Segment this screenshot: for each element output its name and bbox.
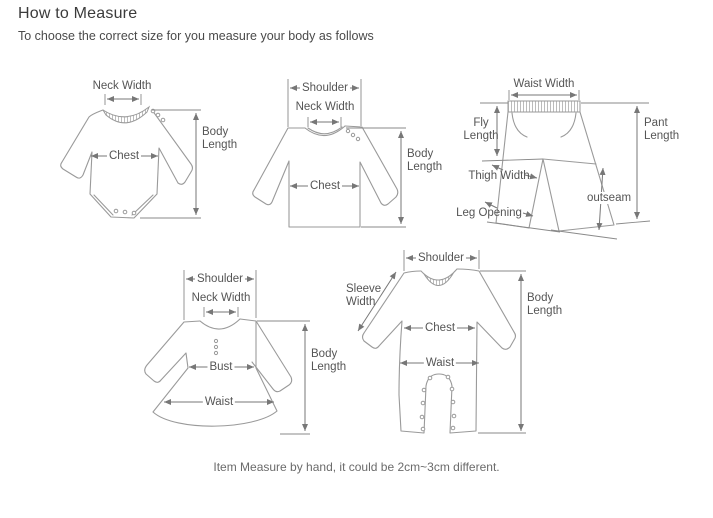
- romper-snap: [446, 375, 450, 379]
- page-title: How to Measure: [18, 5, 138, 22]
- label-dress-shoulder: Shoulder: [196, 273, 244, 285]
- romper-snap: [420, 415, 424, 419]
- label-pants-pant-length: Pant Length: [644, 117, 680, 142]
- dress-neckline: [200, 319, 240, 329]
- label-pants-fly-length: Fly Length: [463, 117, 499, 142]
- label-pants-outseam: outseam: [586, 192, 632, 204]
- label-dress-bust: Bust: [209, 361, 233, 373]
- label-bodysuit-neck-width: Neck Width: [92, 80, 152, 92]
- dress-placket-button: [214, 339, 217, 342]
- measure-disclaimer-note: Item Measure by hand, it could be 2cm~3cm different.: [213, 460, 500, 474]
- romper-snap: [452, 414, 456, 418]
- bodysuit-collar-rib: [103, 107, 149, 123]
- label-shirt-neck-width: Neck Width: [295, 101, 355, 113]
- bodysuit-shoulder-snap: [156, 113, 160, 117]
- dress-placket-button: [214, 351, 217, 354]
- label-shirt-chest: Chest: [309, 180, 341, 192]
- label-romper-sleeve-width: Sleeve Width: [346, 283, 382, 308]
- dress-right-sleeve: [252, 321, 292, 392]
- shirt-body-length-refs: [346, 128, 406, 227]
- shirt-collar: [305, 126, 345, 136]
- romper-snap: [421, 427, 425, 431]
- label-pants-leg-opening: Leg Opening: [456, 207, 522, 219]
- romper-snap: [421, 401, 425, 405]
- romper-collar-rib: [421, 269, 457, 286]
- label-pants-thigh-width: Thigh Width: [468, 170, 530, 182]
- bodysuit-crotch-snap: [132, 211, 136, 215]
- pants-crotch-ref: [482, 159, 543, 161]
- shirt-outline: [253, 126, 398, 227]
- romper-snap: [451, 400, 455, 404]
- label-shirt-body-length: Body Length: [407, 148, 443, 173]
- bodysuit-crotch-snap: [114, 209, 118, 213]
- pants-waistband: [508, 101, 580, 112]
- label-romper-chest: Chest: [424, 322, 456, 334]
- romper-diagram: [358, 250, 526, 433]
- label-dress-waist: Waist: [204, 396, 234, 408]
- label-romper-shoulder: Shoulder: [417, 252, 465, 264]
- romper-snap: [450, 387, 454, 391]
- shirt-shoulder-button: [346, 129, 349, 132]
- pants-crotch-line: [543, 159, 596, 164]
- romper-snap: [422, 388, 426, 392]
- label-pants-waist-width: Waist Width: [513, 78, 575, 90]
- bodysuit-outline: [61, 110, 193, 218]
- label-bodysuit-chest: Chest: [108, 150, 140, 162]
- label-romper-waist: Waist: [425, 357, 455, 369]
- page-subtitle: To choose the correct size for you measure your body as follows: [18, 29, 374, 43]
- bodysuit-crotch-snap: [123, 210, 127, 214]
- label-dress-body-length: Body Length: [311, 348, 347, 373]
- label-romper-body-length: Body Length: [527, 292, 563, 317]
- dress-placket-button: [214, 345, 217, 348]
- pants-pocket-curves: [512, 113, 576, 137]
- bodysuit-shoulder-snap: [161, 118, 165, 122]
- label-shirt-shoulder: Shoulder: [301, 82, 349, 94]
- label-bodysuit-body-length: Body Length: [202, 126, 238, 151]
- romper-snap: [451, 426, 455, 430]
- romper-snap: [428, 376, 432, 380]
- pants-hem-ext-line: [487, 222, 617, 239]
- shirt-shoulder-button: [351, 133, 354, 136]
- romper-body-length-refs: [478, 271, 526, 433]
- label-dress-neck-width: Neck Width: [191, 292, 251, 304]
- shirt-shoulder-button: [356, 137, 359, 140]
- dress-body-length-refs: [257, 321, 310, 434]
